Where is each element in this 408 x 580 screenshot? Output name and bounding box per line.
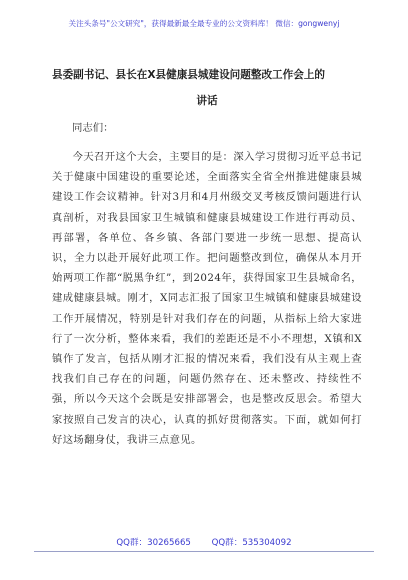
- body-paragraph: 今天召开这个大会，主要目的是：深入学习贯彻习近平总书记关于健康中国建设的重要论述，全面落实全省全州推进健康县城建设工作会议精神。针对3月和4月州级交叉考核反馈问题进行认真剖析，对我县国家卫生城镇和健康县城建设工作进行再动员、再部署，各单位、各乡镇、各部门要进一步统一思想、提高认识，全力以赴开展好此项工作。把问题整改到位，确保从本月开始两项工作都“脱黑争红”，到2024年，获得国家卫生县城命名，建成健康县城。刚才，X同志汇报了国家卫生城镇和健康县城建设工作开展情况，特别是针对我们存在的问题，从指标上给大家进行了一次分析，整体来看，我们的差距还是不小不理想，X镇和X镇作了发言，包括从刚才汇报的情况来看，我们没有从主观上查找我们自己存在的问题，问题仍然存在、还未整改、持续性不强，所以今天这个会既是安排部署会，也是整改反思会。希望大家按照自己发言的决心，认真的抓好贯彻落实。下面，就如何打好这场翻身仗，我讲三点意见。: [52, 151, 362, 446]
- footer-qq-group-1: QQ群：30265665: [116, 538, 191, 548]
- footer-divider: [34, 551, 374, 552]
- header-notice: 关注头条号"公文研究"，获得最新最全最专业的公文资料库！ 微信：gongwenyj: [68, 19, 340, 28]
- salutation: 同志们：: [72, 122, 114, 134]
- footer-qq-group-2: QQ群：535304092: [211, 538, 292, 548]
- title-line-2: 讲话: [196, 95, 218, 107]
- footer-contacts: [0, 536, 408, 548]
- title-line-1: 县委副书记、县长在X县健康县城建设问题整改工作会上的: [52, 69, 326, 81]
- document-title: [52, 62, 362, 114]
